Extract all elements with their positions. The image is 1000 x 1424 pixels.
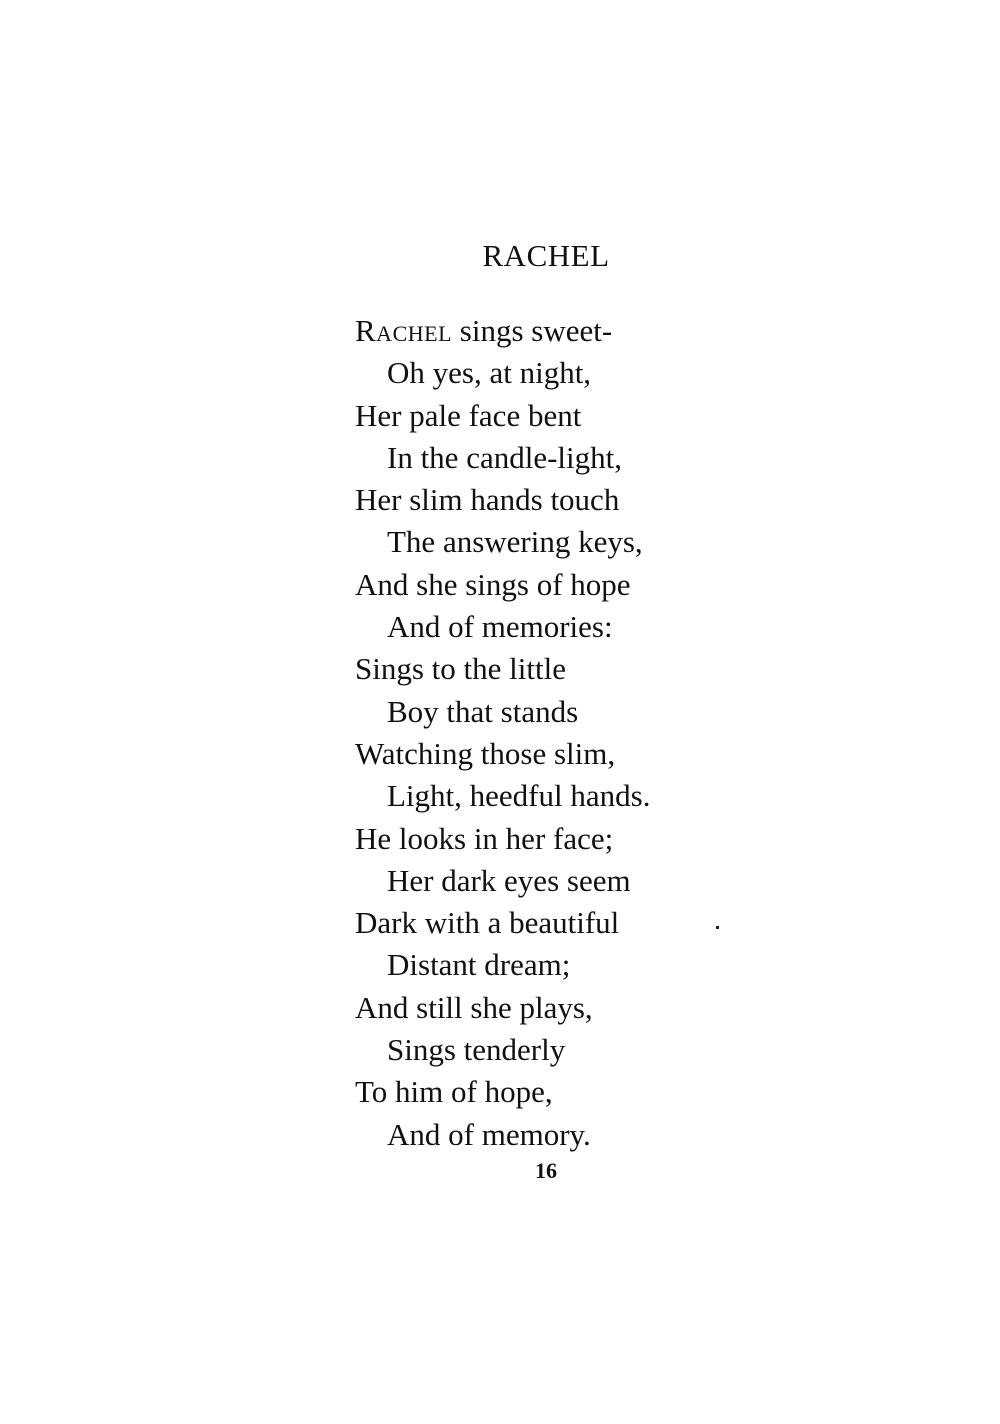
- poem-line: Watching those slim,: [355, 735, 616, 771]
- poem-line: And still she plays,: [355, 989, 593, 1025]
- poem-title: RACHEL: [482, 238, 610, 273]
- poem-line: Her pale face bent: [355, 397, 582, 433]
- poem-line-text: sings sweet-: [452, 313, 613, 348]
- poem-line: [355, 310, 650, 352]
- poem-line: And of memories:: [387, 609, 613, 645]
- poem-line: Her slim hands touch: [355, 482, 620, 518]
- poem-line: Light, heedful hands.: [387, 778, 651, 814]
- poem-line: Sings tenderly: [387, 1032, 566, 1068]
- poem-line: To him of hope,: [355, 1074, 553, 1110]
- poem-line: Sings to the little: [355, 651, 566, 687]
- poem-body: [355, 310, 650, 1156]
- poem-line: In the candle-light,: [387, 439, 622, 475]
- poem-line: The answering keys,: [387, 524, 643, 560]
- poem-line: Boy that stands: [387, 693, 579, 729]
- poem-line: And of memory.: [387, 1116, 591, 1152]
- poem-line: And she sings of hope: [355, 566, 631, 602]
- poem-line: Distant dream;: [387, 947, 571, 983]
- page-number: 16: [535, 1158, 557, 1183]
- poem-line: He looks in her face;: [355, 820, 614, 856]
- poem-line: Her dark eyes seem: [387, 862, 631, 898]
- ink-speck: [716, 926, 719, 929]
- poem-opening-word: Rachel: [355, 313, 453, 348]
- poem-line: Oh yes, at night,: [387, 355, 592, 391]
- poem-line: Dark with a beautiful: [355, 905, 620, 941]
